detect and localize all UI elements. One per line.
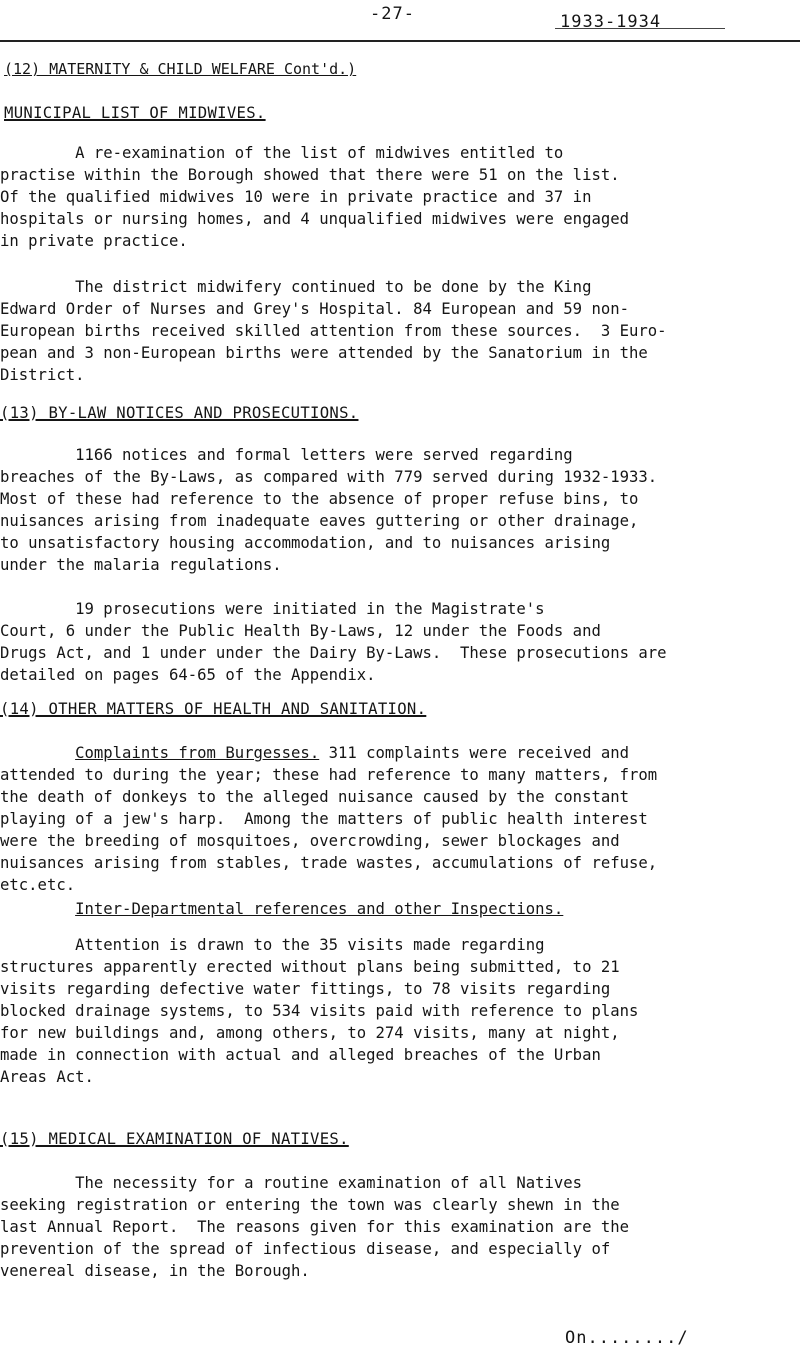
- text-line: visits regarding defective water fittings, to 78 visits regarding: [0, 980, 611, 998]
- text-line: [0, 742, 800, 764]
- text-line: 19 prosecutions were initiated in the Magistrate's: [0, 600, 545, 618]
- text-line: hospitals or nursing homes, and 4 unqualified midwives were engaged: [0, 210, 630, 228]
- text-line: for new buildings and, among others, to 274 visits, many at night,: [0, 1024, 620, 1042]
- text-line: to unsatisfactory housing accommodation, and to nuisances arising: [0, 534, 611, 552]
- text-line: [0, 898, 800, 920]
- text-line: etc.etc.: [0, 876, 76, 894]
- text-line: Court, 6 under the Public Health By-Laws, 12 under the Foods and: [0, 622, 601, 640]
- inter-dept-subheading: Inter-Departmental references and other Inspections.: [75, 900, 564, 918]
- text-line: The necessity for a routine examination of all Natives: [0, 1174, 583, 1192]
- midwives-paragraph-2: [0, 276, 800, 386]
- text-line: European births received skilled attention from these sources. 3 Euro-: [0, 322, 667, 340]
- text-line: Of the qualified midwives 10 were in private practice and 37 in: [0, 188, 592, 206]
- text-line: structures apparently erected without plans being submitted, to 21: [0, 958, 620, 976]
- inter-dept-paragraph: [0, 898, 800, 920]
- midwives-heading: MUNICIPAL LIST OF MIDWIVES.: [4, 104, 266, 122]
- text-line: were the breeding of mosquitoes, overcrowding, sewer blockages and: [0, 832, 620, 850]
- text-line: last Annual Report. The reasons given for this examination are the: [0, 1218, 630, 1236]
- text-line: Edward Order of Nurses and Grey's Hospital. 84 European and 59 non-: [0, 300, 630, 318]
- text-line: breaches of the By-Laws, as compared with 779 served during 1932-1933.: [0, 468, 658, 486]
- text-line: pean and 3 non-European births were attended by the Sanatorium in the: [0, 344, 648, 362]
- text-line: Drugs Act, and 1 under under the Dairy By-Laws. These prosecutions are: [0, 644, 667, 662]
- text-line: practise within the Borough showed that there were 51 on the list.: [0, 166, 620, 184]
- text-line: District.: [0, 366, 85, 384]
- text-line: prevention of the spread of infectious disease, and especially of: [0, 1240, 611, 1258]
- text-line: Most of these had reference to the absence of proper refuse bins, to: [0, 490, 639, 508]
- text-line: venereal disease, in the Borough.: [0, 1262, 310, 1280]
- complaints-subheading: Complaints from Burgesses.: [75, 744, 320, 762]
- medical-heading: (15) MEDICAL EXAMINATION OF NATIVES.: [0, 1130, 349, 1148]
- report-year: 1933-1934: [560, 12, 662, 32]
- inter-dept-text: [0, 934, 800, 1088]
- text-line: Attention is drawn to the 35 visits made regarding: [0, 936, 545, 954]
- text-line: attended to during the year; these had reference to many matters, from: [0, 766, 658, 784]
- text-line: made in connection with actual and alleged breaches of the Urban: [0, 1046, 601, 1064]
- text-line: seeking registration or entering the town was clearly shewn in the: [0, 1196, 620, 1214]
- midwives-paragraph-1: [0, 142, 800, 252]
- bylaw-paragraph-1: [0, 444, 800, 576]
- text-line: playing of a jew's harp. Among the matters of public health interest: [0, 810, 648, 828]
- text-line: in private practice.: [0, 232, 188, 250]
- continuation-marker: On......../: [565, 1328, 689, 1348]
- text-line: 1166 notices and formal letters were served regarding: [0, 446, 573, 464]
- complaints-intro-text: 311 complaints were received and: [319, 744, 630, 762]
- text-line: A re-examination of the list of midwives entitled to: [0, 144, 564, 162]
- text-line: Areas Act.: [0, 1068, 94, 1086]
- text-line: the death of donkeys to the alleged nuisance caused by the constant: [0, 788, 630, 806]
- header-rule: [0, 40, 800, 42]
- bylaw-paragraph-2: [0, 598, 800, 686]
- text-line: under the malaria regulations.: [0, 556, 282, 574]
- complaints-paragraph: [0, 742, 800, 896]
- medical-paragraph: [0, 1172, 800, 1282]
- text-line: detailed on pages 64-65 of the Appendix.: [0, 666, 376, 684]
- text-line: nuisances arising from inadequate eaves guttering or other drainage,: [0, 512, 639, 530]
- page-number: -27-: [370, 4, 415, 24]
- text-line: blocked drainage systems, to 534 visits paid with reference to plans: [0, 1002, 639, 1020]
- section-continuation-heading: (12) MATERNITY & CHILD WELFARE Cont'd.): [4, 60, 357, 78]
- other-matters-heading: (14) OTHER MATTERS OF HEALTH AND SANITATION.: [0, 700, 427, 718]
- bylaw-heading: (13) BY-LAW NOTICES AND PROSECUTIONS.: [0, 404, 359, 422]
- text-line: The district midwifery continued to be done by the King: [0, 278, 592, 296]
- text-line: nuisances arising from stables, trade wastes, accumulations of refuse,: [0, 854, 658, 872]
